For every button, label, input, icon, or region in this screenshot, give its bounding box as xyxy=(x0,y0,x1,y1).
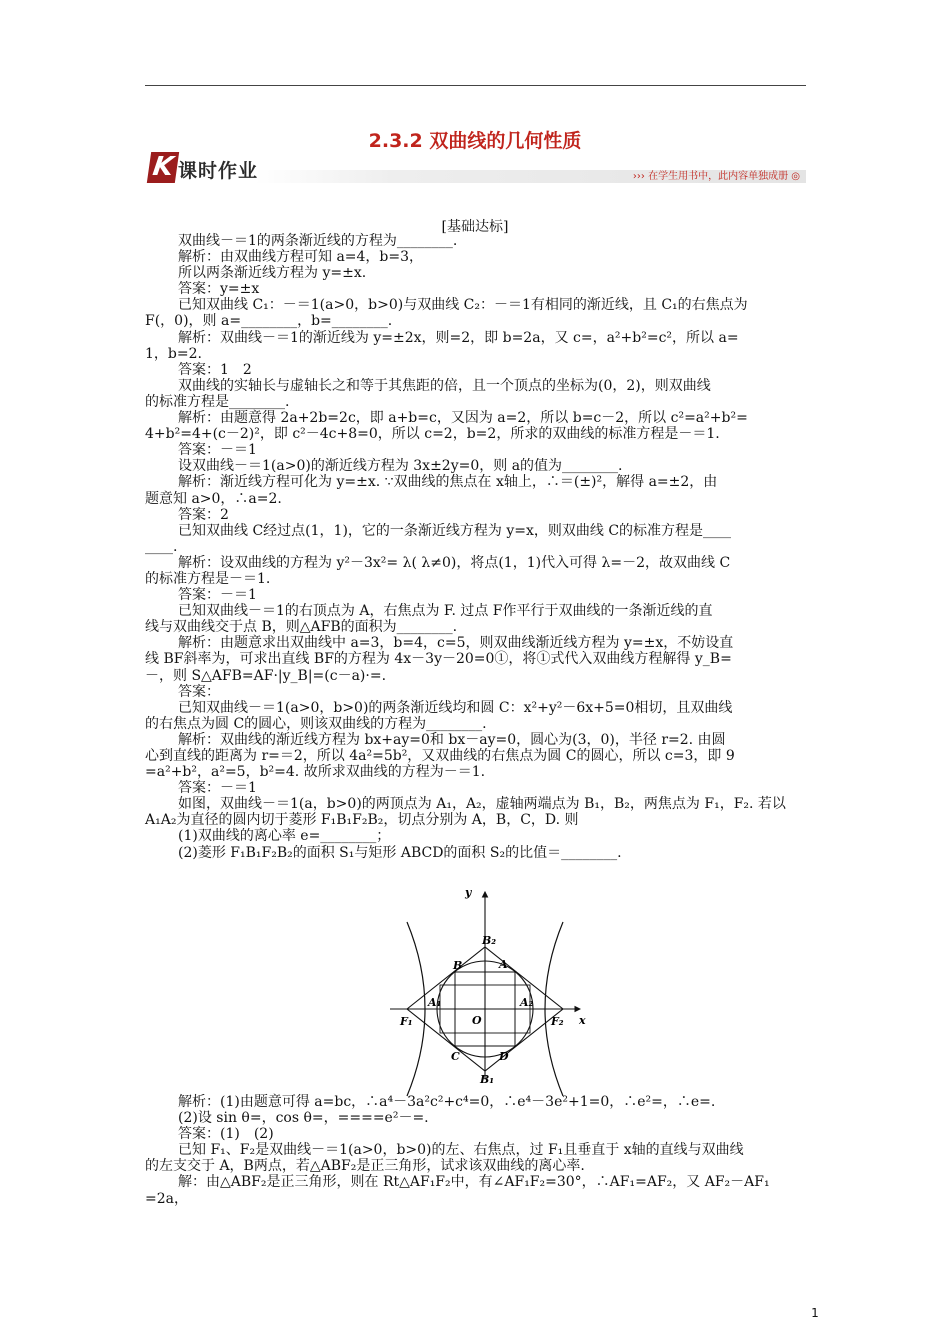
label-O: O xyxy=(472,1014,482,1027)
text-line: 解析：由双曲线方程可知 a=4，b=3， xyxy=(178,249,424,266)
top-rule xyxy=(145,85,806,86)
label-A2: A₂ xyxy=(520,996,534,1009)
text-line: 设双曲线－＝1(a>0)的渐近线方程为 3x±2y=0，则 a的值为________. xyxy=(178,458,623,475)
text-line: 线与双曲线交于点 B，则△AFB的面积为________. xyxy=(145,619,458,636)
text-line: 解析：双曲线的渐近线方程为 bx+ay=0和 bx－ay=0，圆心为(3，0)，半径 r=2. 由圆 xyxy=(178,731,726,748)
label-B2: B₂ xyxy=(482,934,497,947)
banner-note: ››› 在学生用书中，此内容单独成册 ◎ xyxy=(632,171,800,182)
text-line: A₁A₂为直径的圆内切于菱形 F₁B₁F₂B₂，切点分别为 A，B，C，D. 则 xyxy=(145,812,579,829)
label-F2: F₂ xyxy=(551,1015,564,1028)
section-heading: [基础达标] xyxy=(441,219,509,235)
text-line: 解析：由题意得 2a+2b=2c，即 a+b=c，又因为 a=2，所以 b=c－2，所以 c²=a²+b²= xyxy=(178,410,748,427)
text-line: 已知双曲线 C经过点(1，1)，它的一条渐近线方程为 y=x，则双曲线 C的标准方程是____ xyxy=(178,522,732,539)
label-B1: B₁ xyxy=(480,1073,495,1086)
label-A1: A₁ xyxy=(428,996,442,1009)
text-line: 心到直线的距离为 r=＝2，所以 4a²=5b²，又双曲线的右焦点为圆 C的圆心，所以 c=3，即 9 xyxy=(145,748,735,764)
text-line: 答案：－＝1 xyxy=(178,780,257,797)
text-line: 4+b²=4+(c－2)²，即 c²－4c+8=0，所以 c=2，b=2，所求的双曲线的标准方程是－＝1. xyxy=(145,426,720,443)
text-line: =a²+b²，a²=5，b²=4. 故所求双曲线的方程为－＝1. xyxy=(145,764,486,781)
text-line: 解析：(1)由题意可得 a=bc，∴a⁴－3a²c²+c⁴=0，∴e⁴－3e²+1=0，∴e²=，∴e=. xyxy=(178,1094,716,1110)
text-line: 已知双曲线 C₁：－＝1(a>0，b>0)与双曲线 C₂：－＝1有相同的渐近线，且 C₁的右焦点为 xyxy=(178,297,748,314)
text-line: 解析：由题意求出双曲线中 a=3，b=4，c=5，则双曲线渐近线方程为 y=±x，不妨设直 xyxy=(178,635,734,652)
body-text-bottom xyxy=(145,1094,809,1207)
text-line: 题意知 a>0，∴a=2. xyxy=(145,490,282,507)
label-x: x xyxy=(579,1014,586,1027)
text-line: 答案：－＝1 xyxy=(178,587,257,604)
text-line: 线 BF斜率为，可求出直线 BF的方程为 4x－3y－20=0①，将①式代入双曲线方程解得 y_B= xyxy=(145,651,732,668)
text-line: 的右焦点为圆 C的圆心，则该双曲线的方程为________. xyxy=(145,715,487,732)
text-line: 1，b=2. xyxy=(145,345,202,362)
text-line: (2)菱形 F₁B₁F₂B₂的面积 S₁与矩形 ABCD的面积 S₂的比值＝________. xyxy=(178,844,622,861)
text-line: 的标准方程是－＝1. xyxy=(145,570,271,587)
text-line: 解析：渐近线方程可化为 y=±x. ∵双曲线的焦点在 x轴上，∴＝(±)²，解得 a=±2，由 xyxy=(178,474,718,491)
text-line: －，则 S△AFB=AF·|y_B|=(c－a)·=. xyxy=(145,667,387,684)
text-line: 所以两条渐近线方程为 y=±x. xyxy=(178,265,367,282)
text-line: 的标准方程是________. xyxy=(145,393,290,410)
page-number: 1 xyxy=(811,1306,819,1320)
text-line: ____. xyxy=(145,538,178,555)
text-line: 答案：y=±x xyxy=(178,281,260,298)
text-line: 已知 F₁、F₂是双曲线－＝1(a>0，b>0)的左、右焦点，过 F₁且垂直于 x轴的直线与双曲线 xyxy=(178,1142,744,1159)
label-y: y xyxy=(465,886,472,899)
text-line: 答案： xyxy=(178,683,220,700)
text-line: 解析：设双曲线的方程为 y²－3x²= λ( λ≠0)，将点(1，1)代入可得 λ=－2，故双曲线 C xyxy=(178,554,731,571)
text-line: 答案：(1) (2) xyxy=(178,1126,274,1143)
label-C: C xyxy=(451,1050,460,1063)
text-line: 答案：1 2 xyxy=(178,361,252,378)
text-line: 答案：2 xyxy=(178,506,229,523)
hyperbola-diagram xyxy=(388,886,600,1086)
hyperbola-figure xyxy=(388,886,600,1086)
text-line: 答案：－＝1 xyxy=(178,442,257,459)
label-B: B xyxy=(453,959,463,972)
label-F1: F₁ xyxy=(400,1015,413,1028)
text-line: (2)设 sin θ=，cos θ=，====e²－=. xyxy=(178,1110,429,1127)
text-line: =2a， xyxy=(145,1190,188,1207)
text-line: 解析：双曲线－＝1的渐近线为 y=±2x，则=2，即 b=2a，又 c=，a²+b²=c²，所以 a= xyxy=(178,329,739,346)
text-line: 解：由△ABF₂是正三角形，则在 Rt△AF₁F₂中，有∠AF₁F₂=30°，∴AF₁=AF₂，又 AF₂－AF₁ xyxy=(178,1174,770,1191)
homework-banner xyxy=(145,151,806,187)
text-line: 双曲线的实轴长与虚轴长之和等于其焦距的倍，且一个顶点的坐标为(0，2)，则双曲线 xyxy=(178,377,711,394)
label-A: A xyxy=(499,958,508,971)
text-line: 双曲线－＝1的两条渐近线的方程为________. xyxy=(178,233,458,249)
text-line: 如图，双曲线－＝1(a，b>0)的两顶点为 A₁，A₂，虚轴两端点为 B₁，B₂，两焦点为 F₁，F₂. 若以 xyxy=(178,796,786,813)
banner-logo-k: K xyxy=(147,152,179,183)
text-line: 的左支交于 A，B两点，若△ABF₂是正三角形，试求该双曲线的离心率. xyxy=(145,1158,585,1175)
body-text-top xyxy=(145,233,809,861)
text-line: (1)双曲线的离心率 e=________； xyxy=(178,828,391,845)
page-title: 2.3.2 双曲线的几何性质 xyxy=(368,130,582,152)
text-line: F(，0)，则 a=________，b=________. xyxy=(145,313,393,330)
banner-label: 课时作业 xyxy=(178,160,259,182)
label-D: D xyxy=(499,1050,509,1063)
text-line: 已知双曲线－＝1(a>0，b>0)的两条渐近线均和圆 C：x²+y²－6x+5=0相切，且双曲线 xyxy=(178,699,733,716)
text-line: 已知双曲线－＝1的右顶点为 A，右焦点为 F. 过点 F作平行于双曲线的一条渐近线的直 xyxy=(178,603,713,620)
